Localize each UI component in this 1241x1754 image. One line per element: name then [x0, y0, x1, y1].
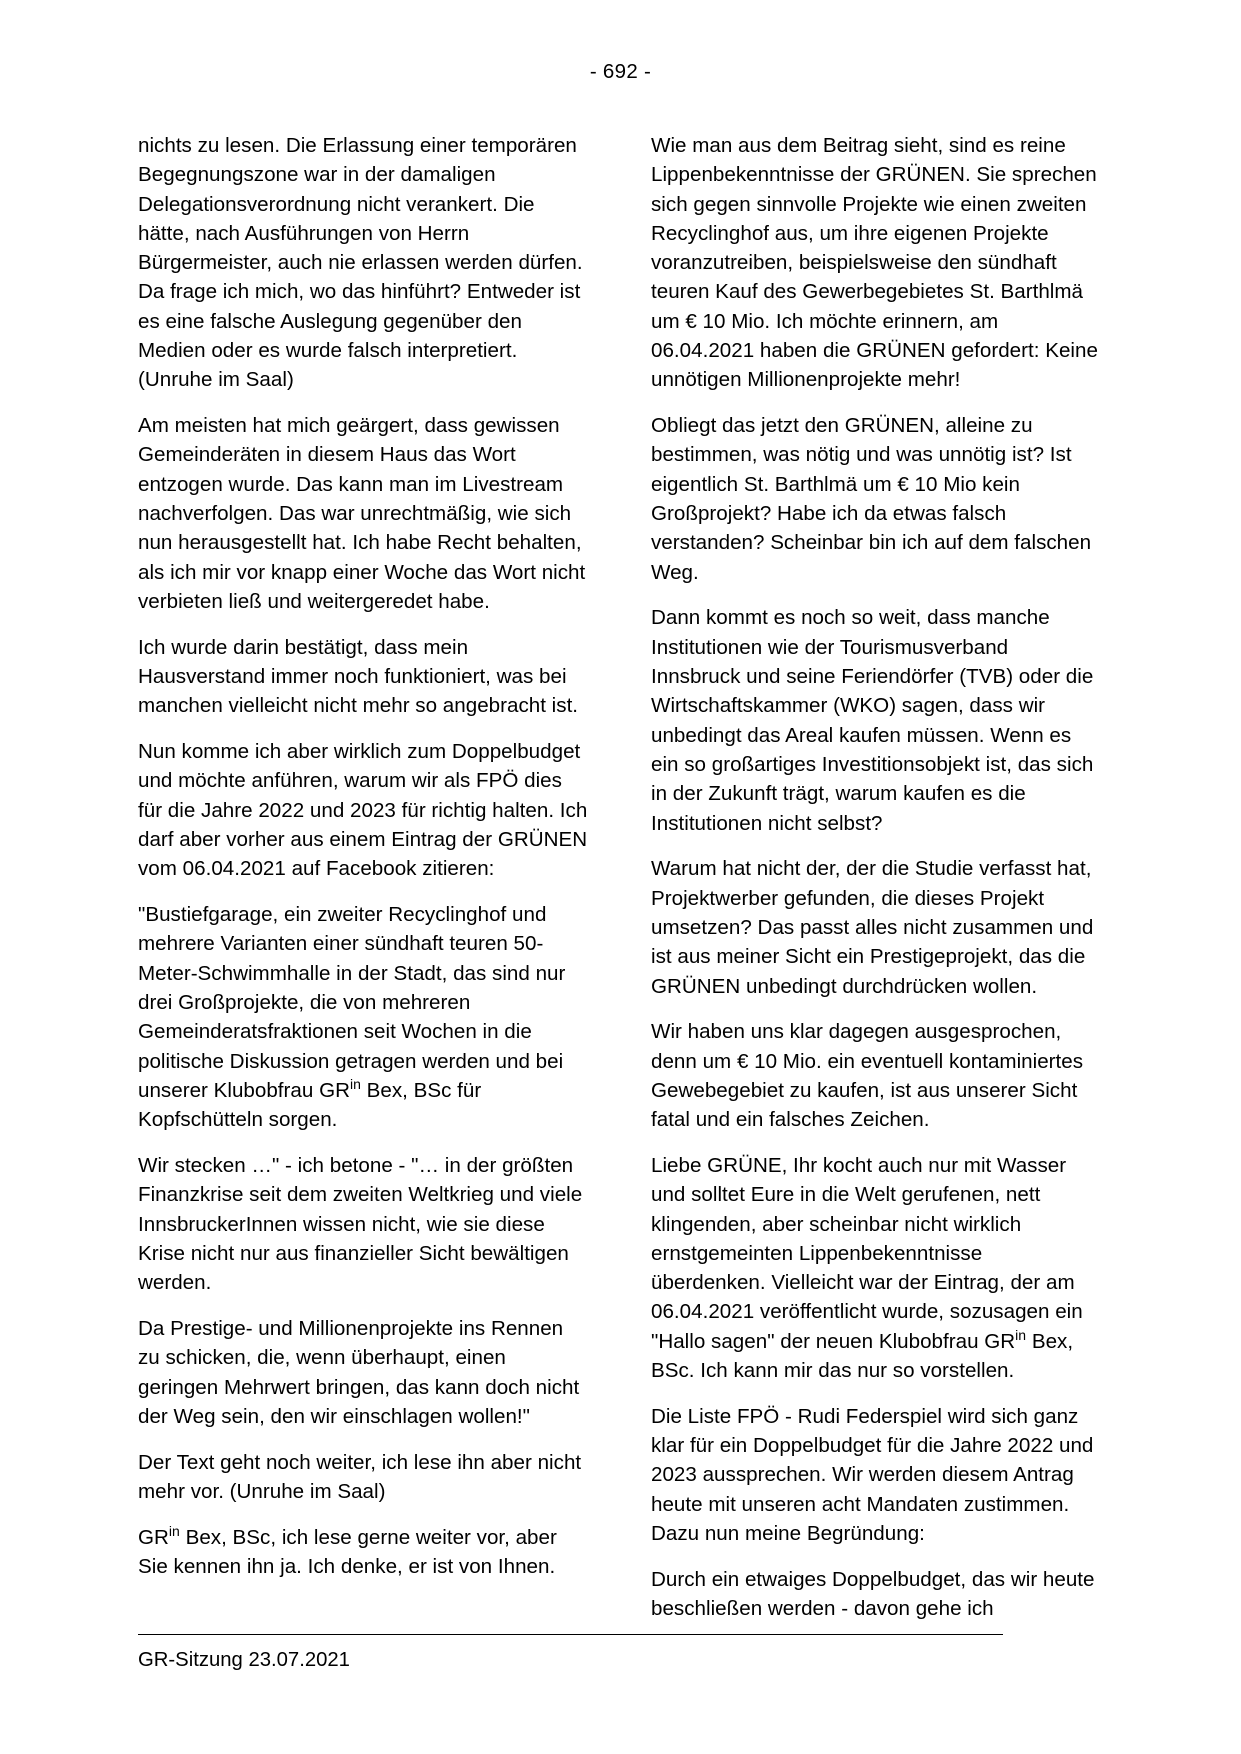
superscript-suffix: in [1015, 1326, 1027, 1343]
superscript-suffix: in [168, 1522, 180, 1539]
body-paragraph: nichts zu lesen. Die Erlassung einer temporären Begegnungszone war in der damaligen Delegationsverordnung nicht verankert. Die hätte, nach Ausführungen von Herrn Bürgermeister, auch nie erlassen werden dürfen. Da frage ich mich, wo das hinführt? Entweder ist es eine falsche Auslegung gegenüber den Medien oder es wurde falsch interpretiert. (Unruhe im Saal) [138, 134, 583, 392]
body-paragraph: Nun komme ich aber wirklich zum Doppelbudget und möchte anführen, warum wir als FPÖ dies für die Jahre 2022 und 2023 für richtig halten. Ich darf aber vorher aus einem Eintrag der GRÜNEN vom 06.04.2021 auf Facebook zitieren: [138, 740, 588, 881]
body-paragraph: Wie man aus dem Beitrag sieht, sind es reine Lippenbekenntnisse der GRÜNEN. Sie sprechen sich gegen sinnvolle Projekte wie einen zweiten Recyclinghof aus, um ihre eigenen Projekte voranzutreiben, beispielsweise den sündhaft teuren Kauf des Gewerbegebietes St. Barthlmä um € 10 Mio. Ich möchte erinnern, am 06.04.2021 haben die GRÜNEN gefordert: Keine unnötigen Millionenprojekte mehr! [651, 134, 1098, 392]
body-paragraph: $GR^{in}$ Bex, BSc, ich lese gerne weiter vor, aber Sie kennen ihn ja. Ich denke, er ist von Ihnen. [138, 1522, 557, 1579]
body-paragraph: Wir haben uns klar dagegen ausgesprochen, denn um € 10 Mio. ein eventuell kontaminiertes Gewebegebiet zu kaufen, ist aus unserer Sicht fatal und ein falsches Zeichen. [651, 1020, 1084, 1132]
footer-session-label: GR-Sitzung 23.07.2021 [138, 1649, 350, 1671]
body-paragraph: "Bustiefgarage, ein zweiter Recyclinghof und mehrere Varianten einer sündhaft teuren 50-Meter-Schwimmhalle in der Stadt, das sind nur drei Großprojekte, die von mehreren Gemeinderatsfraktionen seit Wochen in die politische Diskussion getragen werden und bei unserer Klubobfrau $GR^{in}$ Bex, BSc für Kopfschütteln sorgen. [138, 903, 566, 1132]
body-paragraph: Durch ein etwaiges Doppelbudget, das wir heute beschließen werden - davon gehe ich [651, 1567, 1095, 1621]
right-column [651, 131, 1102, 1623]
body-paragraph: Dann kommt es noch so weit, dass manche Institutionen wie der Tourismusverband Innsbruck und seine Feriendörfer (TVB) oder die Wirtschaftskammer (WKO) sagen, dass wir unbedingt das Areal kaufen müssen. Wenn es ein so großartiges Investitionsobjekt ist, das sich in der Zukunft trägt, warum kaufen es die Institutionen nicht selbst? [651, 606, 1094, 835]
body-paragraph: Da Prestige- und Millionenprojekte ins Rennen zu schicken, die, wenn überhaupt, einen geringen Mehrwert bringen, das kann doch nicht der Weg sein, den wir einschlagen wollen!" [138, 1316, 580, 1428]
body-paragraph: Wir stecken …" - ich betone - "… in der größten Finanzkrise seit dem zweiten Weltkrieg und viele InnsbruckerInnen wissen nicht, wie sie diese Krise nicht nur aus finanzieller Sicht bewältigen werden. [138, 1154, 583, 1295]
left-column [138, 131, 589, 1623]
footer-divider [138, 1634, 1003, 1635]
body-paragraph: Obliegt das jetzt den GRÜNEN, alleine zu bestimmen, was nötig und was unnötig ist? Ist eigentlich St. Barthlmä um € 10 Mio kein Großprojekt? Habe ich da etwas falsch verstanden? Scheinbar bin ich auf dem falschen Weg. [651, 414, 1092, 584]
body-paragraph: Die Liste FPÖ - Rudi Federspiel wird sich ganz klar für ein Doppelbudget für die Jahre 2022 und 2023 aussprechen. Wir werden diesem Antrag heute mit unseren acht Mandaten zustimmen. Dazu nun meine Begründung: [651, 1404, 1094, 1546]
body-paragraph: Liebe GRÜNE, Ihr kocht auch nur mit Wasser und solltet Eure in die Welt gerufenen, nett klingenden, aber scheinbar nicht wirklich ernstgemeinten Lippenbekenntnisse überdenken. Vielleicht war der Eintrag, der am 06.04.2021 veröffentlicht wurde, sozusagen ein "Hallo sagen" der neuen Klubobfrau $GR^{in}$ Bex, BSc. Ich kann mir das nur so vorstellen. [651, 1154, 1083, 1383]
body-paragraph: Ich wurde darin bestätigt, dass mein Hausverstand immer noch funktioniert, was bei manchen vielleicht nicht mehr so angebracht ist. [138, 635, 579, 718]
body-paragraph: Am meisten hat mich geärgert, dass gewissen Gemeinderäten in diesem Haus das Wort entzogen wurde. Das kann man im Livestream nachverfolgen. Das war unrechtmäßig, wie sich nun herausgestellt hat. Ich habe Recht behalten, als ich mir vor knapp einer Woche das Wort nicht verbieten ließ und weitergeredet habe. [138, 414, 586, 613]
body-paragraph: Warum hat nicht der, der die Studie verfasst hat, Projektwerber gefunden, die dieses Projekt umsetzen? Das passt alles nicht zusammen und ist aus meiner Sicht ein Prestigeprojekt, das die GRÜNEN unbedingt durchdrücken wollen. [651, 857, 1094, 998]
superscript-suffix: in [349, 1076, 361, 1093]
two-column-body [138, 131, 1103, 1623]
body-paragraph: Der Text geht noch weiter, ich lese ihn aber nicht mehr vor. (Unruhe im Saal) [138, 1450, 582, 1503]
page-number: - 692 - [589, 60, 652, 83]
